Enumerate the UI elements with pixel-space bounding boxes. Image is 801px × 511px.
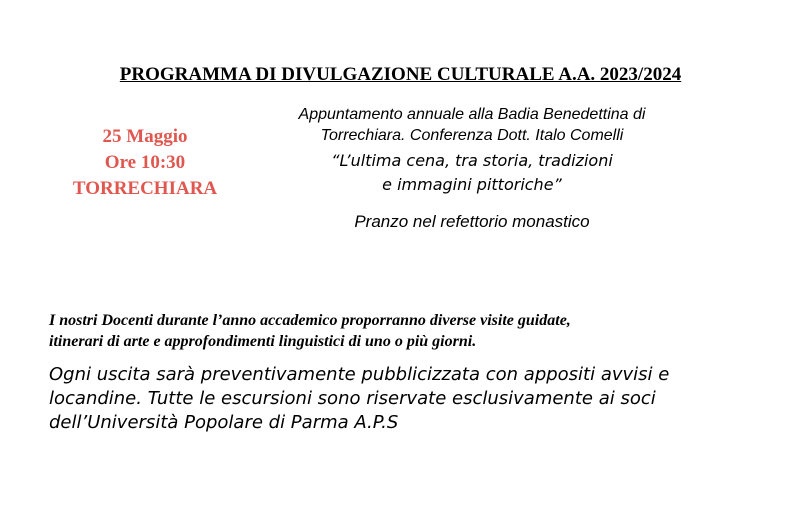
uscite-paragraph (49, 363, 789, 435)
description-line: Torrechiara. Conferenza Dott. Italo Comelli (320, 127, 624, 144)
paragraph-line: I nostri Docenti durante l’anno accademico proporranno diverse visite guidate, (49, 312, 571, 329)
event-time: Ore 10:30 (104, 152, 186, 173)
conference-title-line: “L’ultima cena, tra storia, tradizioni (331, 151, 613, 170)
event-date: 25 Maggio (102, 126, 188, 147)
conference-title-line: e immagini pittoriche” (382, 175, 562, 194)
event-place: TORRECHIARA (72, 178, 218, 199)
paragraph-line: locandine. Tutte le escursioni sono riservate esclusivamente ai soci (49, 388, 656, 409)
event-info (40, 124, 250, 202)
description-line: Appuntamento annuale alla Badia Benedettina di (298, 106, 646, 123)
docenti-paragraph (49, 310, 769, 352)
event-description (262, 104, 682, 232)
paragraph-line: Ogni uscita sarà preventivamente pubblicizzata con appositi avvisi e (49, 364, 670, 385)
paragraph-line: itinerari di arte e approfondimenti linguistici di uno o più giorni. (49, 333, 477, 350)
page-title: PROGRAMMA DI DIVULGAZIONE CULTURALE A.A. 2023/2024 (119, 64, 682, 85)
paragraph-line: dell’Università Popolare di Parma A.P.S (49, 412, 399, 433)
lunch-note: Pranzo nel refettorio monastico (354, 212, 590, 231)
